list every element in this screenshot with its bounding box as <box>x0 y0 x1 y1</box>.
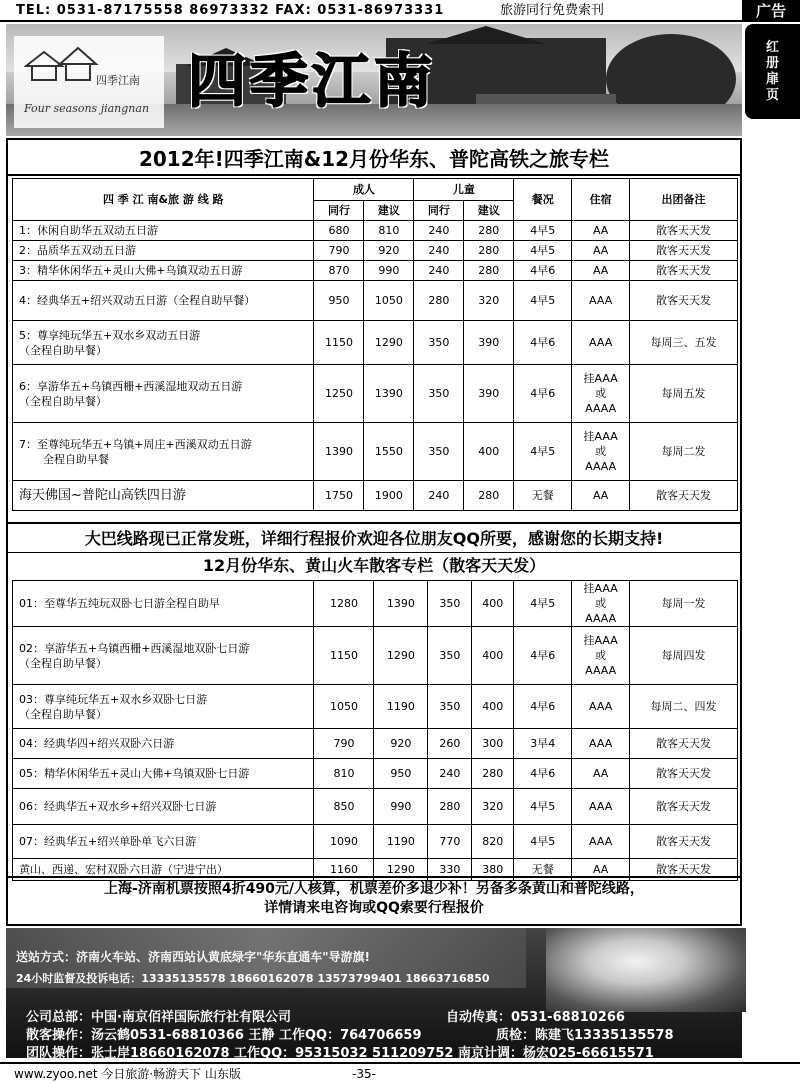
adult-suggest-price: 990 <box>374 789 428 825</box>
table-row <box>13 281 738 321</box>
lodging-line: AAAA <box>585 664 617 677</box>
child-suggest-price: 400 <box>472 685 514 729</box>
route-name <box>13 685 314 729</box>
child-peer-price: 280 <box>414 281 464 321</box>
lodging-line: 挂AAA <box>583 372 618 385</box>
child-suggest-price: 400 <box>464 423 514 481</box>
adult-peer-price: 950 <box>314 281 364 321</box>
lodging: AA <box>572 241 630 261</box>
child-suggest-price: 280 <box>464 221 514 241</box>
lodging: AA <box>572 481 630 511</box>
meals: 4早6 <box>514 627 572 685</box>
adult-peer-price: 850 <box>314 789 374 825</box>
meals: 4早6 <box>514 685 572 729</box>
meals: 4早6 <box>514 365 572 423</box>
lodging: AAA <box>572 825 630 859</box>
child-peer-price: 350 <box>428 627 472 685</box>
col-child-peer: 同行 <box>414 201 464 221</box>
col-adult: 成人 <box>314 179 414 201</box>
adult-peer-price: 1150 <box>314 627 374 685</box>
table-row <box>13 825 738 859</box>
adult-suggest-price: 920 <box>374 729 428 759</box>
section1-title: 2012年!四季江南&12月份华东、普陀高铁之旅专栏 <box>8 142 740 176</box>
adult-peer-price: 680 <box>314 221 364 241</box>
departure: 散客天天发 <box>630 729 738 759</box>
complaint-hotline: 24小时监督及投诉电话：13335135578 18660162078 13573799401 18663716850 <box>16 972 490 985</box>
route-name: 01：至尊华五纯玩双卧七日游全程自助早 <box>13 581 314 627</box>
table-row <box>13 221 738 241</box>
route-name <box>13 423 314 481</box>
col-route: 四 季 江 南&旅 游 线 路 <box>13 179 314 221</box>
lodging: AAA <box>572 321 630 365</box>
lodging: AA <box>572 859 630 881</box>
lodging-line: AAAA <box>585 402 617 415</box>
child-suggest-price: 300 <box>472 729 514 759</box>
route-name: 05：精华休闲华五+灵山大佛+乌镇双卧七日游 <box>13 759 314 789</box>
child-peer-price: 350 <box>414 365 464 423</box>
meals: 4早6 <box>514 759 572 789</box>
adult-peer-price: 1250 <box>314 365 364 423</box>
meals: 无餐 <box>514 859 572 881</box>
lodging: AAA <box>572 281 630 321</box>
pickup-info: 送站方式：济南火车站、济南西站认黄底绿字"华东直通车"导游旗! <box>16 950 370 964</box>
side-tab-char: 册 <box>765 55 779 71</box>
lodging <box>572 627 630 685</box>
meals: 4早5 <box>514 825 572 859</box>
route-line: 03：尊享纯玩华五+双水乡双卧七日游 <box>19 692 208 706</box>
child-suggest-price: 320 <box>464 281 514 321</box>
table-row <box>13 423 738 481</box>
adult-suggest-price: 1550 <box>364 423 414 481</box>
child-suggest-price: 400 <box>472 581 514 627</box>
table-row <box>13 789 738 825</box>
route-line: （全程自助早餐） <box>19 656 107 670</box>
table-row <box>13 581 738 627</box>
departure: 散客天天发 <box>630 759 738 789</box>
route-name <box>13 321 314 365</box>
child-suggest-price: 280 <box>472 759 514 789</box>
child-suggest-price: 380 <box>472 859 514 881</box>
departure: 散客天天发 <box>630 789 738 825</box>
col-child: 儿童 <box>414 179 514 201</box>
departure: 散客天天发 <box>630 825 738 859</box>
route-name: 海天佛国~普陀山高铁四日游 <box>13 481 314 511</box>
adult-suggest-price: 1290 <box>364 321 414 365</box>
logo-cn: 四季江南 <box>96 74 140 87</box>
side-tab-char: 红 <box>765 39 779 55</box>
bus-notice: 大巴线路现已正常发班，详细行程报价欢迎各位朋友QQ所要，感谢您的长期支持! <box>8 522 740 552</box>
departure: 每周二、四发 <box>630 685 738 729</box>
meals: 4早5 <box>514 789 572 825</box>
lodging <box>572 365 630 423</box>
lodging-line: 或 <box>595 445 607 458</box>
adult-suggest-price: 1900 <box>364 481 414 511</box>
route-line: 7：至尊纯玩华五+乌镇+周庄+西溪双动五日游 <box>19 437 252 451</box>
page-number: -35- <box>352 1067 376 1081</box>
lodging-line: AAAA <box>585 460 617 473</box>
table-row <box>13 481 738 511</box>
spokesperson-photo <box>546 928 746 1012</box>
child-suggest-price: 280 <box>464 241 514 261</box>
adult-suggest-price: 1390 <box>374 581 428 627</box>
table-row <box>13 759 738 789</box>
route-name: 07：经典华五+绍兴单卧单飞六日游 <box>13 825 314 859</box>
departure: 每周五发 <box>630 365 738 423</box>
lodging-line: 或 <box>595 649 607 662</box>
adult-suggest-price: 810 <box>364 221 414 241</box>
child-suggest-price: 820 <box>472 825 514 859</box>
lodging-line: 或 <box>595 387 607 400</box>
child-peer-price: 350 <box>414 423 464 481</box>
side-tab <box>745 24 800 119</box>
meals: 4早6 <box>514 321 572 365</box>
adult-peer-price: 1750 <box>314 481 364 511</box>
route-line: 5：尊享纯玩华五+双水乡双动五日游 <box>19 328 201 342</box>
route-line: （全程自助早餐） <box>19 343 107 357</box>
adult-peer-price: 1160 <box>314 859 374 881</box>
individual-operations: 散客操作：汤云鹤0531-68810366 王静 工作QQ：764706659 <box>26 1028 422 1043</box>
route-name: 1：休闲自助华五双动五日游 <box>13 221 314 241</box>
child-suggest-price: 400 <box>472 627 514 685</box>
table-row <box>13 241 738 261</box>
adult-suggest-price: 1290 <box>374 627 428 685</box>
child-peer-price: 280 <box>428 789 472 825</box>
lodging-line: 挂AAA <box>583 430 618 443</box>
departure: 散客天天发 <box>630 281 738 321</box>
col-meals: 餐况 <box>514 179 572 221</box>
inquiry-note: 详情请来电咨询或QQ索要行程报价 <box>264 900 484 916</box>
side-tab-char: 扉 <box>765 71 779 87</box>
adult-suggest-price: 920 <box>364 241 414 261</box>
child-peer-price: 240 <box>428 759 472 789</box>
meals: 4早5 <box>514 241 572 261</box>
quality-control: 质检：陈建飞13335135578 <box>496 1028 674 1043</box>
departure: 每周一发 <box>630 581 738 627</box>
col-child-suggest: 建议 <box>464 201 514 221</box>
adult-peer-price: 1280 <box>314 581 374 627</box>
lodging: AA <box>572 221 630 241</box>
adult-peer-price: 1150 <box>314 321 364 365</box>
route-name: 4：经典华五+绍兴双动五日游（全程自助早餐） <box>13 281 314 321</box>
departure: 每周四发 <box>630 627 738 685</box>
meals: 4早6 <box>514 261 572 281</box>
lodging-line: 挂AAA <box>583 582 618 595</box>
page-footer <box>0 1062 800 1084</box>
banner-roof <box>426 26 546 44</box>
ad-label: 广告 <box>742 0 800 22</box>
logo <box>14 36 164 128</box>
child-peer-price: 240 <box>414 241 464 261</box>
adult-peer-price: 1050 <box>314 685 374 729</box>
lodging: AAA <box>572 729 630 759</box>
itinerary-frame <box>6 138 742 926</box>
meals: 4早5 <box>514 423 572 481</box>
departure: 每周三、五发 <box>630 321 738 365</box>
departure: 散客天天发 <box>630 481 738 511</box>
route-line: 全程自助早餐 <box>43 452 109 466</box>
adult-suggest-price: 1190 <box>374 685 428 729</box>
child-suggest-price: 390 <box>464 365 514 423</box>
logo-en: Four seasons jiangnan <box>24 102 150 115</box>
lodging: AA <box>572 261 630 281</box>
child-peer-price: 260 <box>428 729 472 759</box>
departure: 散客天天发 <box>630 859 738 881</box>
adult-suggest-price: 990 <box>364 261 414 281</box>
tagline: 旅游同行免费索刊 <box>500 3 605 18</box>
table-row <box>13 321 738 365</box>
lodging: AAA <box>572 789 630 825</box>
table-row <box>13 627 738 685</box>
route-line: （全程自助早餐） <box>19 394 107 408</box>
route-name <box>13 627 314 685</box>
child-peer-price: 350 <box>428 685 472 729</box>
col-adult-peer: 同行 <box>314 201 364 221</box>
company-hq: 公司总部：中国·南京佰祥国际旅行社有限公司 <box>26 1010 291 1025</box>
col-departure: 出团备注 <box>630 179 738 221</box>
child-peer-price: 330 <box>428 859 472 881</box>
adult-peer-price: 790 <box>314 729 374 759</box>
adult-suggest-price: 1190 <box>374 825 428 859</box>
child-peer-price: 770 <box>428 825 472 859</box>
adult-suggest-price: 1290 <box>374 859 428 881</box>
adult-peer-price: 1090 <box>314 825 374 859</box>
table-row <box>13 261 738 281</box>
lodging-line: 或 <box>595 597 607 610</box>
meals: 3早4 <box>514 729 572 759</box>
route-name: 黄山、西递、宏村双卧六日游（宁进宁出） <box>13 859 314 881</box>
lodging <box>572 423 630 481</box>
route-line: 6：享游华五+乌镇西栅+西溪湿地双动五日游 <box>19 379 243 393</box>
adult-suggest-price: 1050 <box>364 281 414 321</box>
adult-suggest-price: 950 <box>374 759 428 789</box>
table-row <box>13 729 738 759</box>
child-suggest-price: 390 <box>464 321 514 365</box>
child-peer-price: 240 <box>414 221 464 241</box>
route-name: 06：经典华五+双水乡+绍兴双卧七日游 <box>13 789 314 825</box>
banner-image <box>6 24 742 136</box>
child-peer-price: 350 <box>414 321 464 365</box>
lodging: AA <box>572 759 630 789</box>
top-contact-bar <box>0 0 742 22</box>
route-name: 3：精华休闲华五+灵山大佛+乌镇双动五日游 <box>13 261 314 281</box>
lodging-line: 挂AAA <box>583 634 618 647</box>
adult-peer-price: 810 <box>314 759 374 789</box>
lodging <box>572 581 630 627</box>
meals: 4早5 <box>514 581 572 627</box>
contact-numbers: TEL: 0531-87175558 86973332 FAX: 0531-86973331 <box>16 3 445 18</box>
side-tab-char: 页 <box>765 87 779 103</box>
departure: 散客天天发 <box>630 221 738 241</box>
adult-peer-price: 870 <box>314 261 364 281</box>
col-adult-suggest: 建议 <box>364 201 414 221</box>
route-line: （全程自助早餐） <box>19 707 107 721</box>
section2-table <box>12 580 738 881</box>
route-name <box>13 365 314 423</box>
child-peer-price: 240 <box>414 261 464 281</box>
departure: 散客天天发 <box>630 261 738 281</box>
section2-title: 12月份华东、黄山火车散客专栏（散客天天发） <box>8 552 740 578</box>
child-suggest-price: 280 <box>464 261 514 281</box>
child-peer-price: 350 <box>428 581 472 627</box>
route-name: 2：品质华五双动五日游 <box>13 241 314 261</box>
meals: 无餐 <box>514 481 572 511</box>
table-row <box>13 365 738 423</box>
route-line: 02：享游华五+乌镇西栅+西溪湿地双卧七日游 <box>19 641 250 655</box>
group-operations: 团队操作：张士岸18660162078 工作QQ：95315032 511209752 南京计调：杨宏025-66615571 <box>26 1046 654 1061</box>
adult-suggest-price: 1390 <box>364 365 414 423</box>
airfare-note: 上海-济南机票按照4折490元/人核算，机票差价多退少补！另备多条黄山和普陀线路， <box>8 876 740 898</box>
section1-table <box>12 178 738 511</box>
departure: 散客天天发 <box>630 241 738 261</box>
departure: 每周二发 <box>630 423 738 481</box>
child-peer-price: 240 <box>414 481 464 511</box>
meals: 4早5 <box>514 281 572 321</box>
col-lodging: 住宿 <box>572 179 630 221</box>
table-row <box>13 685 738 729</box>
adult-peer-price: 1390 <box>314 423 364 481</box>
child-suggest-price: 280 <box>464 481 514 511</box>
logo-houses-icon <box>24 44 104 84</box>
adult-peer-price: 790 <box>314 241 364 261</box>
contact-panel <box>6 928 742 1061</box>
child-suggest-price: 320 <box>472 789 514 825</box>
website-link[interactable]: www.zyoo.net 今日旅游·畅游天下 山东版 <box>14 1067 241 1081</box>
meals: 4早5 <box>514 221 572 241</box>
brand-title: 四季江南 <box>188 47 437 115</box>
lodging: AAA <box>572 685 630 729</box>
auto-fax: 自动传真：0531-68810266 <box>446 1010 625 1025</box>
route-name: 04：经典华四+绍兴双卧六日游 <box>13 729 314 759</box>
lodging-line: AAAA <box>585 612 617 625</box>
